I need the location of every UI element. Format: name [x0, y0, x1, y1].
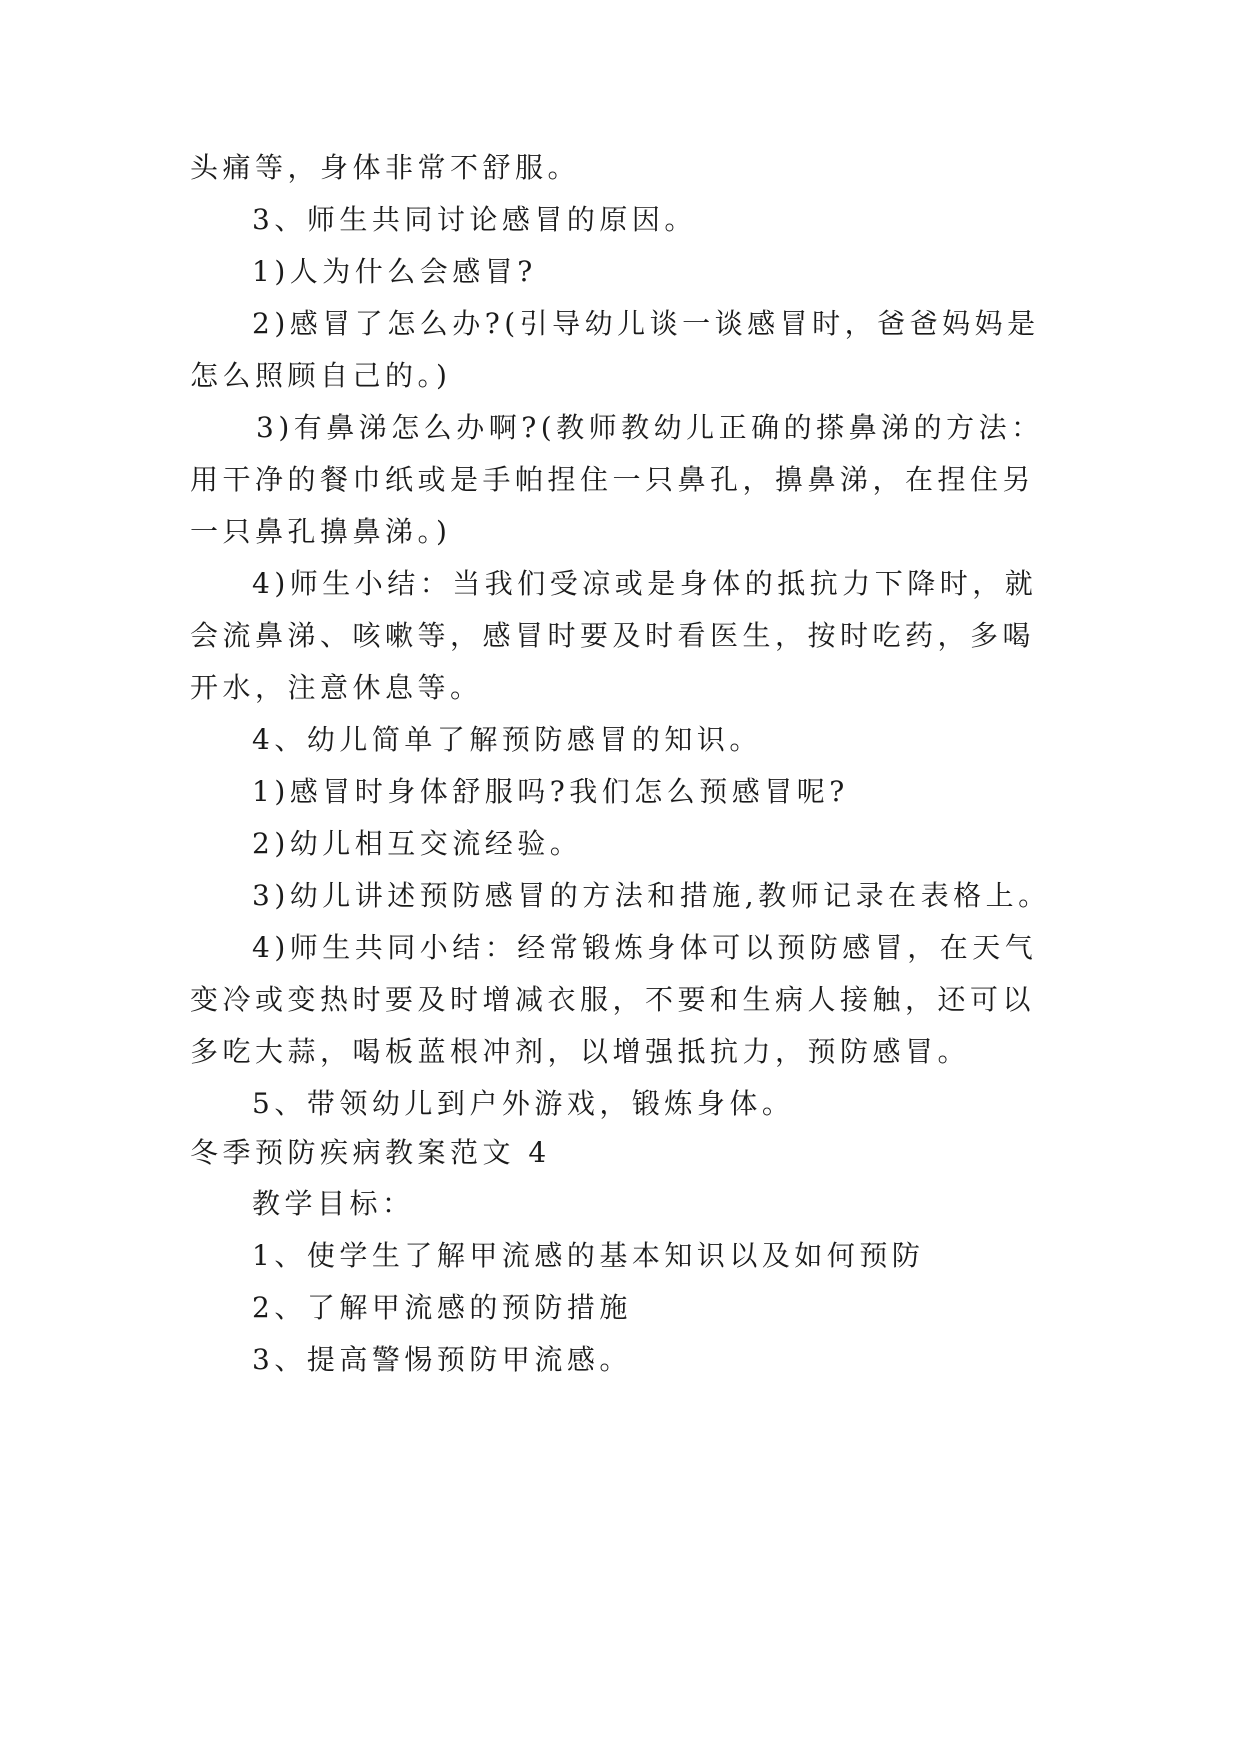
list-item-heading: 5、带领幼儿到户外游戏，锻炼身体。	[252, 1087, 795, 1120]
list-item-heading: 4、幼儿简单了解预防感冒的知识。	[252, 723, 762, 756]
paragraph-line: 开水，注意休息等。	[190, 671, 483, 704]
paragraph-line: 多吃大蒜，喝板蓝根冲剂，以增强抵抗力，预防感冒。	[190, 1035, 971, 1068]
section-title: 冬季预防疾病教案范文 4	[190, 1136, 551, 1169]
paragraph-line: 一只鼻孔擤鼻涕。)	[190, 515, 452, 548]
subheading: 教学目标：	[252, 1187, 415, 1220]
list-item: 3、提高警惕预防甲流感。	[252, 1343, 632, 1376]
list-item-heading: 3、师生共同讨论感冒的原因。	[252, 203, 697, 236]
list-item: 3)有鼻涕怎么办啊?(教师教幼儿正确的搽鼻涕的方法：	[256, 411, 1044, 444]
paragraph-line: 变冷或变热时要及时增减衣服，不要和生病人接触，还可以	[190, 983, 1036, 1016]
list-item: 2)感冒了怎么办?(引导幼儿谈一谈感冒时，爸爸妈妈是	[252, 307, 1040, 340]
list-item: 4)师生共同小结：经常锻炼身体可以预防感冒，在天气	[252, 931, 1038, 964]
paragraph-line: 头痛等，身体非常不舒服。	[190, 151, 581, 184]
list-item: 1)人为什么会感冒?	[252, 255, 537, 288]
list-item: 1)感冒时身体舒服吗?我们怎么预感冒呢?	[252, 775, 849, 808]
paragraph-line: 用干净的餐巾纸或是手帕捏住一只鼻孔，擤鼻涕，在捏住另	[190, 463, 1036, 496]
list-item: 2、了解甲流感的预防措施	[252, 1291, 632, 1324]
list-item: 4)师生小结：当我们受凉或是身体的抵抗力下降时，就	[252, 567, 1038, 600]
list-item: 3)幼儿讲述预防感冒的方法和措施,教师记录在表格上。	[252, 879, 1051, 912]
paragraph-line: 怎么照顾自己的。)	[190, 359, 452, 392]
list-item: 1、使学生了解甲流感的基本知识以及如何预防	[252, 1239, 925, 1272]
list-item: 2)幼儿相互交流经验。	[252, 827, 583, 860]
paragraph-line: 会流鼻涕、咳嗽等，感冒时要及时看医生，按时吃药，多喝	[190, 619, 1036, 652]
